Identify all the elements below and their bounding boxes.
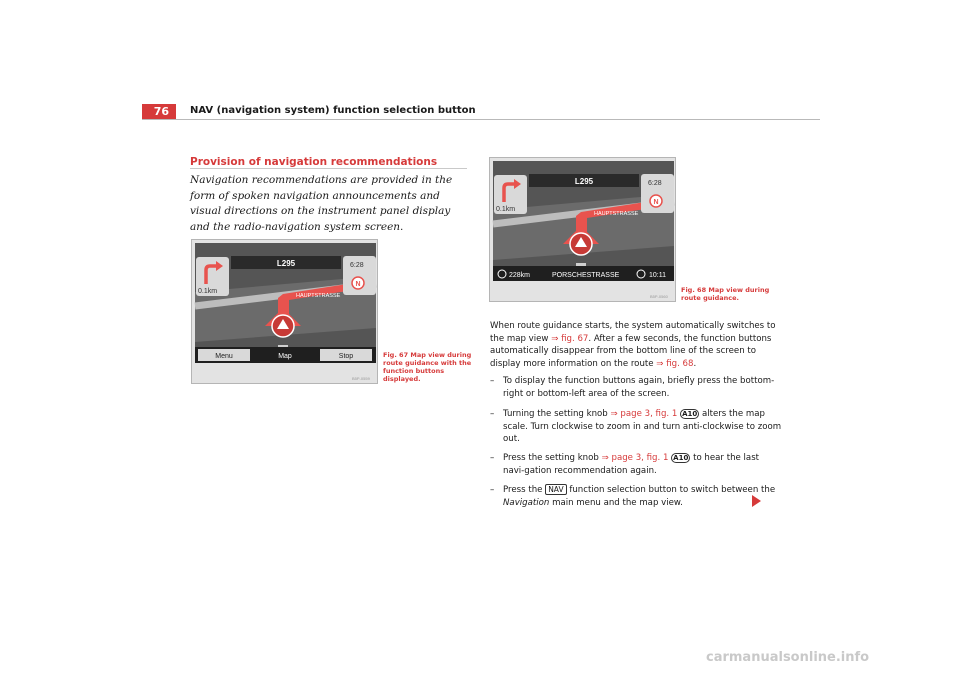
bullet-item	[490, 375, 782, 400]
fig68-time: 6:28	[648, 180, 662, 187]
bullet-4-text-c: main menu and the map view.	[549, 497, 683, 508]
fig68-arrival-time: 10:11	[649, 272, 666, 279]
bullet-dash: –	[490, 453, 495, 463]
section-heading: Provision of navigation recommendations	[190, 156, 438, 168]
bullet-2-text-b: alters the map scale. Turn clockwise to zoom in and turn anti-clockwise to zoom out.	[503, 409, 782, 444]
section-intro: Navigation recommendations are provided in the form of spoken navigation announcements and visual directions on the instrument panel display and the radio-navigation system screen.	[190, 174, 453, 233]
section-rule	[190, 168, 467, 169]
continue-arrow-icon	[752, 495, 761, 507]
fig67-stop-label: Stop	[338, 353, 354, 360]
bullet-4-italic: Navigation	[503, 497, 550, 508]
fig68-street: HAUPTSTRASSE	[594, 211, 639, 217]
bullet-4-text-a: Press the	[503, 485, 546, 495]
fig67-map-label[interactable]: Map	[278, 353, 292, 360]
fig67-north-icon: N	[355, 281, 361, 288]
figure-67-screen	[191, 239, 378, 384]
fig68-remaining-distance: 228km	[509, 272, 531, 279]
p1-text-b: . After a few seconds, the function buttons automatically disappear from the bottom line of the screen to display more information on the route	[490, 333, 772, 369]
bullet-item	[490, 452, 782, 477]
bullet-4-text-b: function selection button to switch between the	[566, 485, 776, 495]
fig68-code: B5P-0560	[650, 294, 668, 299]
bullet-dash: –	[490, 409, 495, 419]
fig67-distance: 0.1km	[198, 288, 218, 295]
bullet-item	[490, 408, 782, 446]
fig67-menu-label: Menu	[215, 353, 233, 360]
page-number: 76	[142, 104, 176, 120]
knob-a10-badge: A10	[682, 410, 698, 418]
knob-a10-badge: A10	[673, 454, 689, 462]
bullet-dash: –	[490, 485, 495, 495]
figure-67-caption: Fig. 67 Map view during route guidance with the function buttons displayed.	[383, 351, 472, 383]
fig67-link[interactable]: ⇒ fig. 67	[551, 333, 589, 344]
bullet-dash: –	[490, 376, 495, 386]
fig67-code: B5P-0559	[352, 376, 370, 381]
fig68-road: L295	[574, 177, 594, 186]
bullet-2-text-a: Turning the setting knob	[503, 409, 611, 419]
fig68-destination-street: PORSCHESTRASSE	[552, 272, 620, 279]
bullet-3-text-b: to hear the last navi-gation recommendation again.	[503, 453, 760, 476]
fig67-time: 6:28	[350, 262, 364, 269]
fig67-road: L295	[276, 259, 296, 268]
p1-text-c: .	[693, 358, 697, 369]
bullet-item	[490, 484, 782, 509]
header-title: NAV (navigation system) function selection button	[190, 105, 476, 116]
fig68-distance: 0.1km	[496, 206, 516, 213]
fig68-link[interactable]: ⇒ fig. 68	[656, 358, 694, 369]
page3-fig1-link[interactable]: ⇒ page 3, fig. 1	[601, 453, 669, 463]
bullet-3-text-a: Press the setting knob	[503, 453, 602, 463]
fig68-north-icon: N	[653, 199, 659, 206]
watermark: carmanualsonline.info	[706, 650, 870, 665]
figure-68-screen	[489, 157, 676, 302]
figure-68-caption: Fig. 68 Map view during route guidance.	[681, 286, 770, 302]
page3-fig1-link[interactable]: ⇒ page 3, fig. 1	[610, 409, 678, 419]
bullet-1-text: To display the function buttons again, briefly press the bottom-right or bottom-left area of the screen.	[503, 376, 775, 399]
fig67-street: HAUPTSTRASSE	[296, 293, 341, 299]
header-rule	[142, 119, 820, 120]
p1-text-a: When route guidance starts, the system automatically switches to the map view	[490, 321, 776, 344]
body-paragraph	[490, 320, 782, 370]
nav-key-badge: NAV	[545, 484, 566, 495]
